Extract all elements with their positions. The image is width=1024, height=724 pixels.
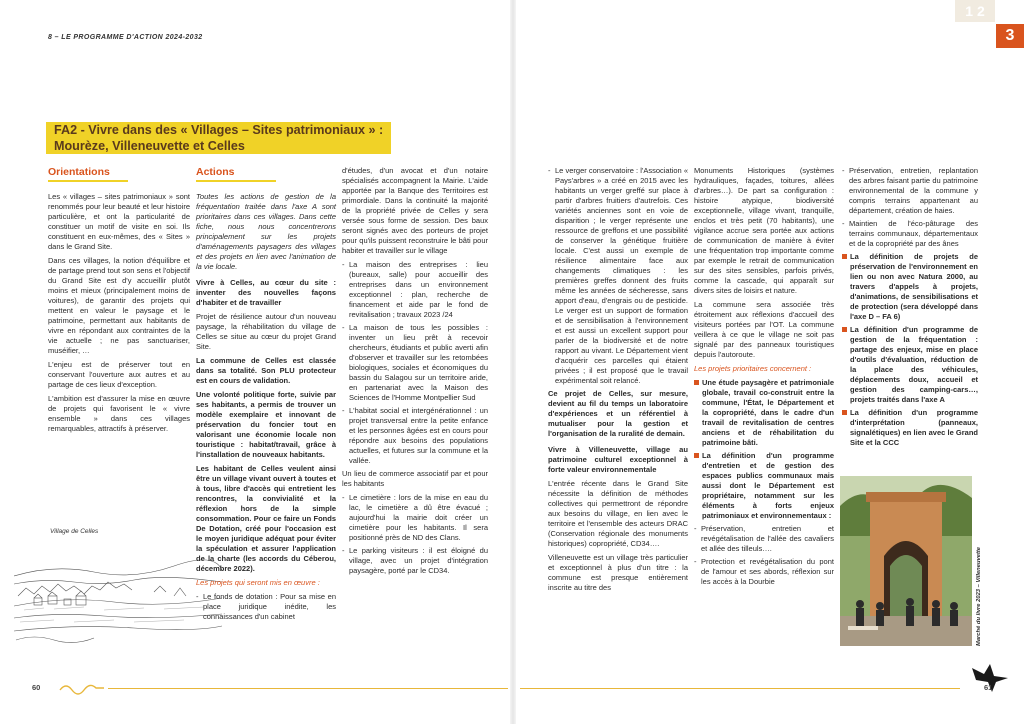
paragraph: Monuments Historiques (systèmes hydrauliques, façades, toitures, allées d'arbres…). De part sa configuration : histoire atypique, biodiversité exceptionnelle, village vivant, tranquille, enclos et très petit (70 habitants), une vigilance accrue sera portée aux actions de communication de manière à éviter une fréquentation trop importante comme par exemple le retrait de communication sur des sites sensibles, parfois privés, comme la cascade, qui apparaît sur divers sites de loisirs et nature.	[694, 166, 834, 295]
orientations-heading: Orientations	[48, 166, 110, 178]
list-item: - Maintien de l'éco-pâturage des terrains communaux, départementaux et de la copropriété par des ânes	[842, 219, 978, 249]
projects-intro: Les projets qui seront mis en œuvre :	[196, 578, 320, 587]
paragraph-bold: Ce projet de Celles, sur mesure, devient au fil du temps un laboratoire d'expériences et un référentiel à mutualiser pour la gestion et l'organisation de la ruralité de demain.	[548, 389, 688, 438]
footer-rule-right	[520, 688, 960, 689]
paragraph: Dans ces villages, la notion d'équilibre et de partage prend tout son sens et l'objectif du Grand Site est d'y accueillir plutôt moins et mieux (principalement moins de voitures), de garantir des projets qui mettent en valeur le paysage et le patrimoine, permettant aux habitants de vivre en répondant aux contraintes de la vie actuelle ; ne pas sanctuariser, muséifier, …	[48, 256, 190, 355]
column-6	[842, 166, 978, 451]
list-item: - La maison de tous les possibles : inventer un lieu prêt à recevoir chercheurs, étudiants et public averti afin d'observer et travailler sur les retombées biologiques, sociales et économiques du bassin du Salagou sur un territoire aride, en partenariat avec la Maison des Sciences de l'Homme Montpellier Sud	[342, 323, 488, 403]
paragraph: L'enjeu est de préserver tout en conservant l'ouverture aux autres et au partage de ces lieux d'exception.	[48, 360, 190, 389]
bullet-item: La définition de projets de préservation de l'environnement en lien ou non avec Natura 2000, au travers d'appels à projets, d'animations, de sensibilisations et de protection (sera développé dans l'axe D – FA 6)	[842, 252, 978, 322]
paragraph: Projet de résilience autour d'un nouveau paysage, la réhabilitation du village de Celles se situe au cœur du projet Grand Site.	[196, 312, 336, 351]
column-actions	[196, 166, 336, 625]
photo-caption: Marché du livre 2023 – Villeneuvette	[976, 546, 982, 646]
paragraph: Les « villages – sites patrimoniaux » sont renommés pour leur beauté et leur histoire particulière, et ont la particularité de constituer un motif de visite en soi. Ils constituent en eux-mêmes, des « Sites » dans le Grand Site.	[48, 192, 190, 251]
list-item: - L'habitat social et intergénérationnel : un projet transversal entre la petite enfance et les personnes âgées est en cours pour répondre aux besoins des populations actuelles, et futures sur la commune et la vallée.	[342, 406, 488, 466]
paragraph: Un lieu de commerce associatif par et pour les habitants	[342, 469, 488, 488]
chapter-number: 1 2	[955, 0, 995, 22]
paragraph-bold: La commune de Celles est classée dans sa totalité. Son PLU protecteur est en cours de validation.	[196, 356, 336, 385]
market-photo	[840, 476, 972, 646]
column-orientations	[48, 166, 190, 438]
paragraph: Villeneuvette est un village très particulier et exceptionnel à plus d'un titre : la commune est presque entièrement inscrite au titre des	[548, 553, 688, 592]
list-item: - Le cimetière : lors de la mise en eau du lac, le cimetière a dû être évacué ; aujourd'hui la mairie doit créer un cimetière pour les habitants. Il sera positionné près de ND des Clans.	[342, 493, 488, 543]
column-4	[548, 166, 688, 597]
list-item: - Le verger conservatoire : l'Association « Pays'arbres » a créé en 2015 avec les habitants un verger greffé sur place à partir d'arbres fruitiers d'autrefois. Ces variétés anciennes sont en voie de disparition ; le verger représente une ressource de greffons et une possibilité de conserver la génétique fruitière locale. C'est aussi un exemple de résilience alimentaire face aux changements climatiques : les premières greffes donnent des fruits même les années de sécheresse, sans apport d'eau, d'engrais ou de pesticide. Le verger est un support de formation et de sensibilisation à l'environnement et est aussi un excellent support pour parler de la biodiversité et de notre rapport au vivant. Le Département vient d'acquérir ces parcelles qui étaient privées ; il est proposé que le travail expérimental soit relancé.	[548, 166, 688, 386]
title-line-1: FA2 - Vivre dans des « Villages – Sites patrimoniaux » :	[54, 123, 384, 137]
list-item: - La maison des entreprises : lieu (bureaux, salle) pour accueillir des entreprises dans un environnement exceptionnel : plan, recherche de financement et aide par le fond de revitalisation ; travaux 2023 /24	[342, 260, 488, 320]
subheading-celles: Vivre à Celles, au cœur du site : inventer des nouvelles façons d'habiter et de travailler	[196, 278, 336, 307]
paragraph: L'ambition est d'assurer la mise en œuvre de projets qui favorisent le « vivre ensemble » dans ces villages remarquables, attractifs à préserver.	[48, 394, 190, 433]
running-head: 8 – LE PROGRAMME D'ACTION 2024-2032	[48, 34, 203, 41]
heading-rule	[196, 180, 276, 182]
photo-caption-wrap	[976, 476, 986, 646]
sketch-caption: Village de Celles	[50, 528, 99, 535]
list-item: - Le fonds de dotation : Pour sa mise en place juridique inédite, les connaissances d'un cabinet	[196, 592, 336, 622]
bullet-item: Une étude paysagère et patrimoniale globale, travail co-construit entre la commune, l'État, le Département et la copropriété, dans le cadre d'un travail de revitalisation de centres anciens et de réhabilitation du patrimoine bâti.	[694, 378, 834, 448]
paragraph: d'études, d'un avocat et d'un notaire spécialisés accompagnent la Mairie. L'aide apportée par la Banque des Territoires est primordiale. Dans la continuité la majorité de la propriété privée de Celles y sera versée sous forme de session. Des baux seront signés avec des porteurs de projet pour qu'ils puissent reconstruire le bâti pour habiter et travailler sur le village	[342, 166, 488, 255]
list-item: - Le parking visiteurs : il est éloigné du village, avec un projet d'intégration paysagère, porté par le CD34.	[342, 546, 488, 576]
decorative-swirl-icon	[58, 680, 106, 696]
projects-intro: Les projets prioritaires concernent :	[694, 364, 812, 373]
actions-heading: Actions	[196, 166, 235, 178]
heading-rule	[48, 180, 128, 182]
actions-intro: Toutes les actions de gestion de la fréquentation traitée dans l'axe A sont prioritaires dans ces villages. Dans cette fiche, nous nous concentrerons principalement sur les projets d'aménagements paysagers des villages et des projets en lien avec l'animation de la vie locale.	[196, 192, 336, 271]
bullet-item: La définition d'un programme d'entretien et de gestion des espaces publics communaux mais aussi dont le Département est propriétaire, notamment sur les éléments à forts enjeux patrimoniaux et environnementaux :	[694, 451, 834, 521]
page-number-right: 61	[984, 683, 993, 692]
bullet-item: La définition d'un programme de gestion de la fréquentation : partage des enjeux, mise en place d'outils d'évaluation, réduction de la place des véhicules, déplacements doux, accueil et gestion des camping-cars…, projets traités dans l'axe A	[842, 325, 978, 405]
footer-rule-left	[108, 688, 508, 689]
paragraph-bold: Les habitant de Celles veulent ainsi être un village vivant ouvert à toutes et à tous, libre d'accès qui entretient les rencontres, la convivialité et la réflexion hors de la simple consommation. Pour ce faire un Fonds De Dotation, créé pour l'occasion est le moyen juridique adéquat pour éviter la spéculation et assurer l'application de la charte (les accords du Céberou, décembre 2022).	[196, 464, 336, 573]
list-item: - Protection et revégétalisation du pont de l'amour et ses abords, réflexion sur les accès à la Dourbie	[694, 557, 834, 587]
section-title	[46, 122, 391, 154]
bullet-item: La définition d'un programme d'interprétation (panneaux, signalétiques) en lien avec le Grand Site et la CCC	[842, 408, 978, 448]
list-item: - Préservation, entretien et revégétalisation de l'allée des cavaliers et allée des tilleuls….	[694, 524, 834, 554]
section-tab: 3	[996, 24, 1024, 48]
paragraph-bold: Une volonté politique forte, suivie par ses habitants, a permis de trouver un modèle exemplaire et innovant de préservation du foncier tout en valorisant une économie locale non touristique : habitat/travail, grâce à l'installation de nouveaux habitants.	[196, 390, 336, 459]
column-5	[694, 166, 834, 590]
paragraph: L'entrée récente dans le Grand Site nécessite la définition de méthodes collectives qui permettront de répondre aux besoins du village, en lien avec le territoire et l'ensemble des acteurs DRAC (Conservation régionale des monuments historiques) copropriété, CD34….	[548, 479, 688, 548]
subheading-villeneuvette: Vivre à Villeneuvette, village au patrimoine culturel exceptionnel à forte valeur environnementale	[548, 445, 688, 474]
column-3	[342, 166, 488, 579]
list-item: - Préservation, entretien, replantation des arbres faisant partie du patrimoine environnemental de la commune y compris terrains appartenant au département, création de haies.	[842, 166, 978, 216]
paragraph: La commune sera associée très étroitement aux réflexions d'accueil des visiteurs portées par l'OT. La commune veillera à ce que le village ne soit pas signalé par des panneaux touristiques depuis l'autoroute.	[694, 300, 834, 359]
title-line-2: Mourèze, Villeneuvette et Celles	[54, 138, 245, 153]
page-number-left: 60	[32, 683, 41, 692]
page-gutter	[510, 0, 516, 724]
village-sketch-illustration	[14, 536, 222, 646]
